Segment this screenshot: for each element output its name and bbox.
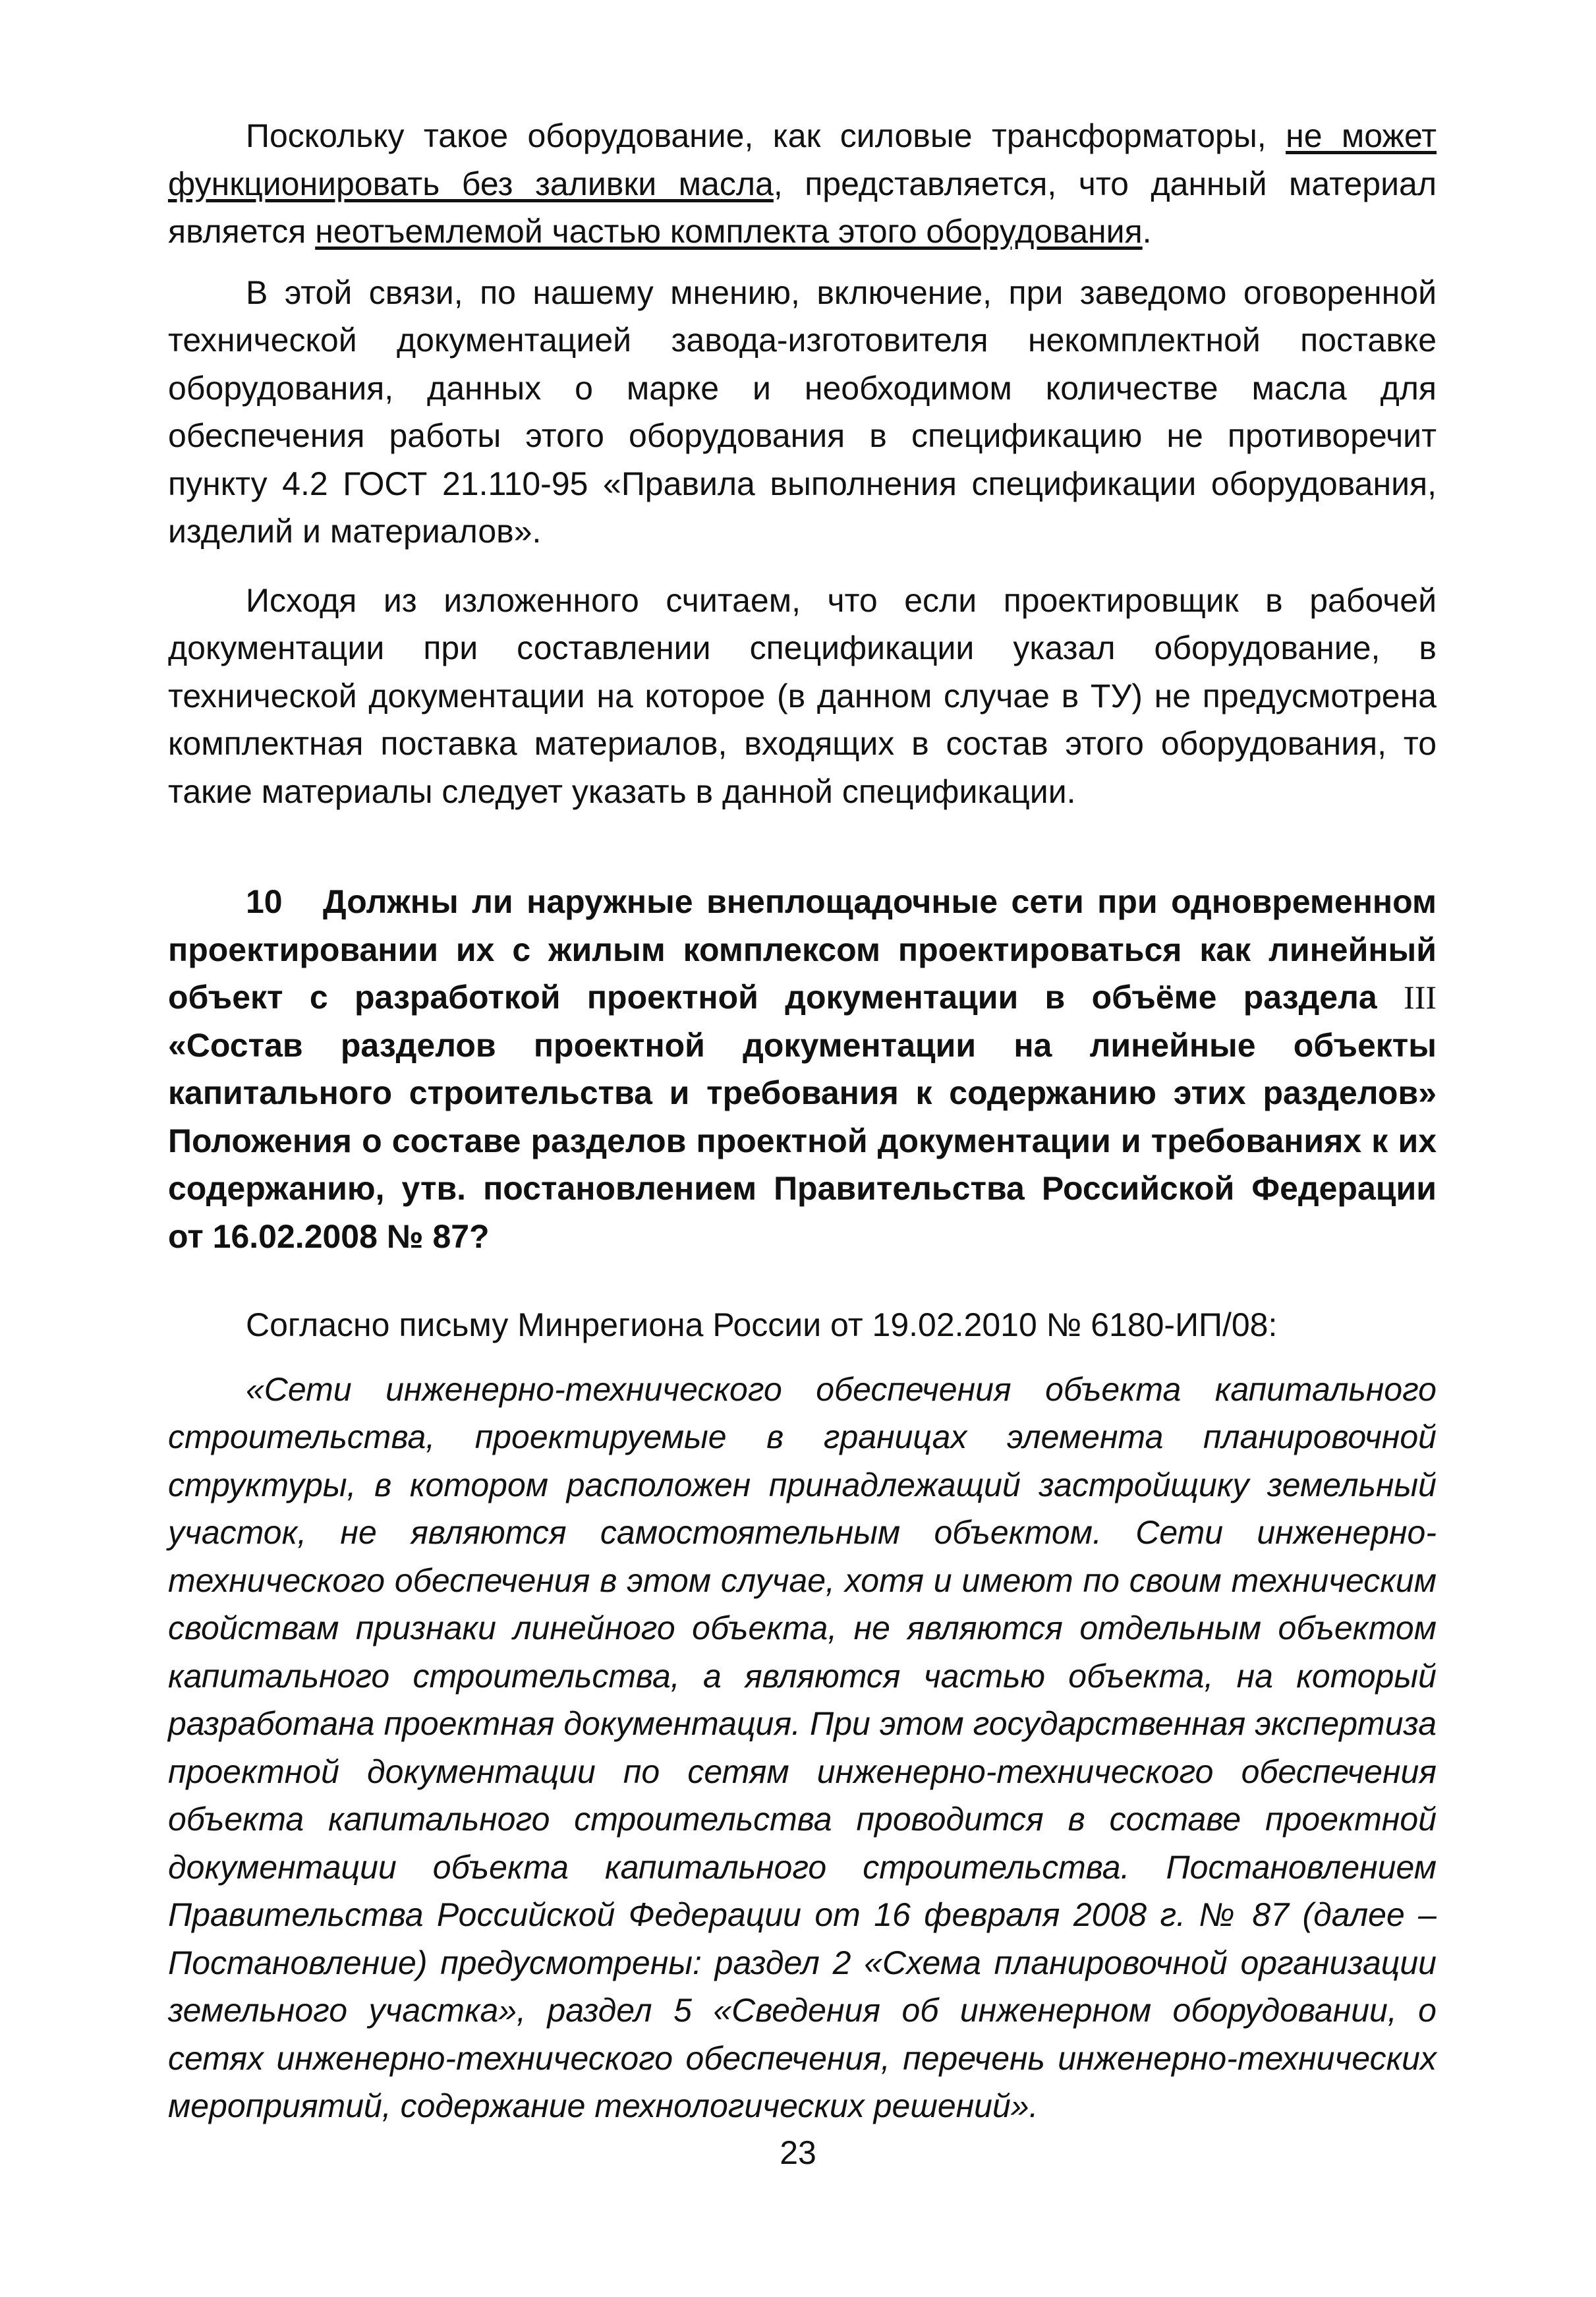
- question-text-part-2: «Состав разделов проектной документации на линейные объекты капитального строительства и требования к содержанию этих разделов» Положения о составе разделов проектной документации и требованиях к их содержанию, утв. постановлением Правительства Российской Федерации от 16.02.2008 № 87?: [168, 1026, 1437, 1255]
- paragraph-1-intro: Поскольку такое оборудование, как силовые трансформаторы,: [246, 117, 1267, 154]
- question-roman-numeral: III: [1404, 979, 1437, 1016]
- page-number: 23: [780, 2134, 816, 2171]
- question-number: 10: [246, 883, 283, 920]
- source-reference: Согласно письму Минрегиона России от 19.02.2010 № 6180-ИП/08:: [246, 1306, 1278, 1343]
- underlined-phrase-integral-part: неотъемлемой частью комплекта этого оборудования: [315, 213, 1143, 250]
- paragraph-1-end: .: [1142, 213, 1152, 250]
- paragraph-specification-opinion: В этой связи, по нашему мнению, включение, при заведомо оговоренной технической документацией завода-изготовителя некомплектной поставке оборудования, данных о марке и необходимом количестве масла для обеспечения работы этого оборудования в спецификацию не противоречит пункту 4.2 ГОСТ 21.110-95 «Правила выполнения спецификации оборудования, изделий и материалов».: [168, 274, 1437, 550]
- question-text-part-1: Должны ли наружные внеплощадочные сети при одновременном проектировании их с жилым комплексом проектироваться как линейный объект с разработкой проектной документации в объёме раздела: [168, 883, 1437, 1016]
- underlined-phrase-oil-filling: не может функционировать без заливки масла: [168, 117, 1437, 202]
- document-page: [168, 112, 1437, 2130]
- paragraph-1-middle: , представляется, что данный материал является: [168, 165, 1437, 250]
- question-heading: [168, 878, 1437, 1260]
- paragraph-transformers: [168, 112, 1437, 256]
- paragraph-conclusion: Исходя из изложенного считаем, что если проектировщик в рабочей документации при составлении спецификации указал оборудование, в технической документации на которое (в данном случае в ТУ) не предусмотрена комплектная поставка материалов, входящих в состав этого оборудования, то такие материалы следует указать в данной спецификации.: [168, 581, 1437, 810]
- quoted-letter-text: «Сети инженерно-технического обеспечения объекта капитального строительства, проектируемые в границах элемента планировочной структуры, в котором расположен принадлежащий застройщику земельный участок, не являются самостоятельным объектом. Сети инженерно-технического обеспечения в этом случае, хотя и имеют по своим техническим свойствам признаки линейного объекта, не являются отдельным объектом капитального строительства, а являются частью объекта, на который разработана проектная документация. При этом государственная экспертиза проектной документации по сетям инженерно-технического обеспечения объекта капитального строительства проводится в составе проектной документации объекта капитального строительства. Постановлением Правительства Российской Федерации от 16 февраля 2008 г. № 87 (далее – Постановление) предусмотрены: раздел 2 «Схема планировочной организации земельного участка», раздел 5 «Сведения об инженерном оборудовании, о сетях инженерно-технического обеспечения, перечень инженерно-технических мероприятий, содержание технологических решений».: [168, 1370, 1437, 2124]
